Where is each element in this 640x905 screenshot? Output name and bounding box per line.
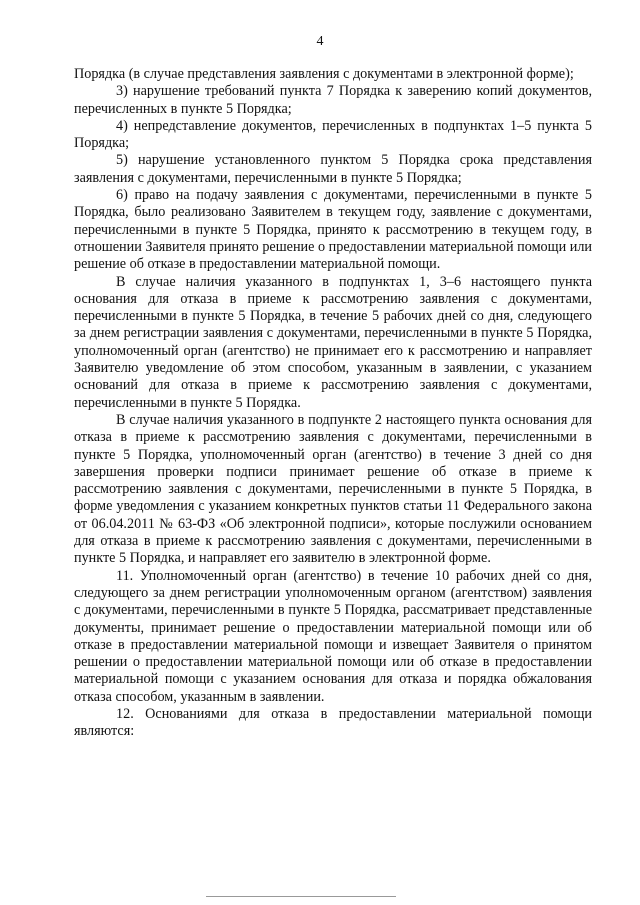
- paragraph: Порядка (в случае представления заявления с документами в электронной форме);: [74, 66, 574, 82]
- paragraph: 12. Основаниями для отказа в предоставлении материальной помощи являются:: [74, 705, 592, 740]
- paragraph: 6) право на подачу заявления с документами, перечисленными в пункте 5 Порядка, было реализовано Заявителем в текущем году, заявление с документами, перечисленными в пункте 5 Порядка, принято к рассмотрению в текущем году, в отношении Заявителя принято решение о предоставлении материальной помощи или решение об отказе в предоставлении материальной помощи.: [74, 187, 592, 273]
- paragraph: В случае наличия указанного в подпунктах 1, 3–6 настоящего пункта основания для отказа в приеме к рассмотрению заявления с документами, перечисленными в пункте 5 Порядка, в течение 5 рабочих дней со дня, следующего за днем регистрации заявления с документами, перечисленными в пункте 5 Порядка, уполномоченный орган (агентство) не принимает его к рассмотрению и направляет Заявителю уведомление об этом способом, указанным в заявлении, с указанием оснований для отказа в приеме к рассмотрению заявления с документами, перечисленными в пункте 5 Порядка.: [74, 273, 592, 411]
- page-number: 4: [316, 34, 324, 49]
- paragraph: 5) нарушение установленного пунктом 5 Порядка срока представления заявления с документами, перечисленными в пункте 5 Порядка;: [74, 152, 592, 186]
- paragraph: 3) нарушение требований пункта 7 Порядка к заверению копий документов, перечисленных в пункте 5 Порядка;: [74, 83, 592, 117]
- paragraph: 11. Уполномоченный орган (агентство) в течение 10 рабочих дней со дня, следующего за днем регистрации уполномоченным органом (агентством) заявления с документами, перечисленными в пункте 5 Порядка, рассматривает представленные документы, принимает решение о предоставлении материальной помощи или об отказе в предоставлении материальной помощи и извещает Заявителя о принятом решении о предоставлении материальной помощи или об отказе в предоставлении материальной помощи с указанием основания для отказа и порядка обжалования отказа способом, указанным в заявлении.: [74, 567, 592, 705]
- footer-divider: [206, 896, 396, 897]
- paragraph: В случае наличия указанного в подпункте 2 настоящего пункта основания для отказа в приеме к рассмотрению заявления с документами, перечисленными в пункте 5 Порядка, уполномоченный орган (агентство) в течение 3 дней со дня завершения проверки подписи принимает решение об отказе в приеме к рассмотрению заявления с документами, перечисленными в пункте 5 Порядка, в форме уведомления с указанием конкретных пунктов статьи 11 Федерального закона от 06.04.2011 № 63-ФЗ «Об электронной подписи», которые послужили основанием для отказа в приеме к рассмотрению заявления с документами, перечисленными в пункте 5 Порядка, и направляет его заявителю в электронной форме.: [74, 411, 592, 567]
- document-body: [74, 66, 592, 741]
- paragraph: 4) непредставление документов, перечисленных в подпунктах 1–5 пункта 5 Порядка;: [74, 117, 592, 152]
